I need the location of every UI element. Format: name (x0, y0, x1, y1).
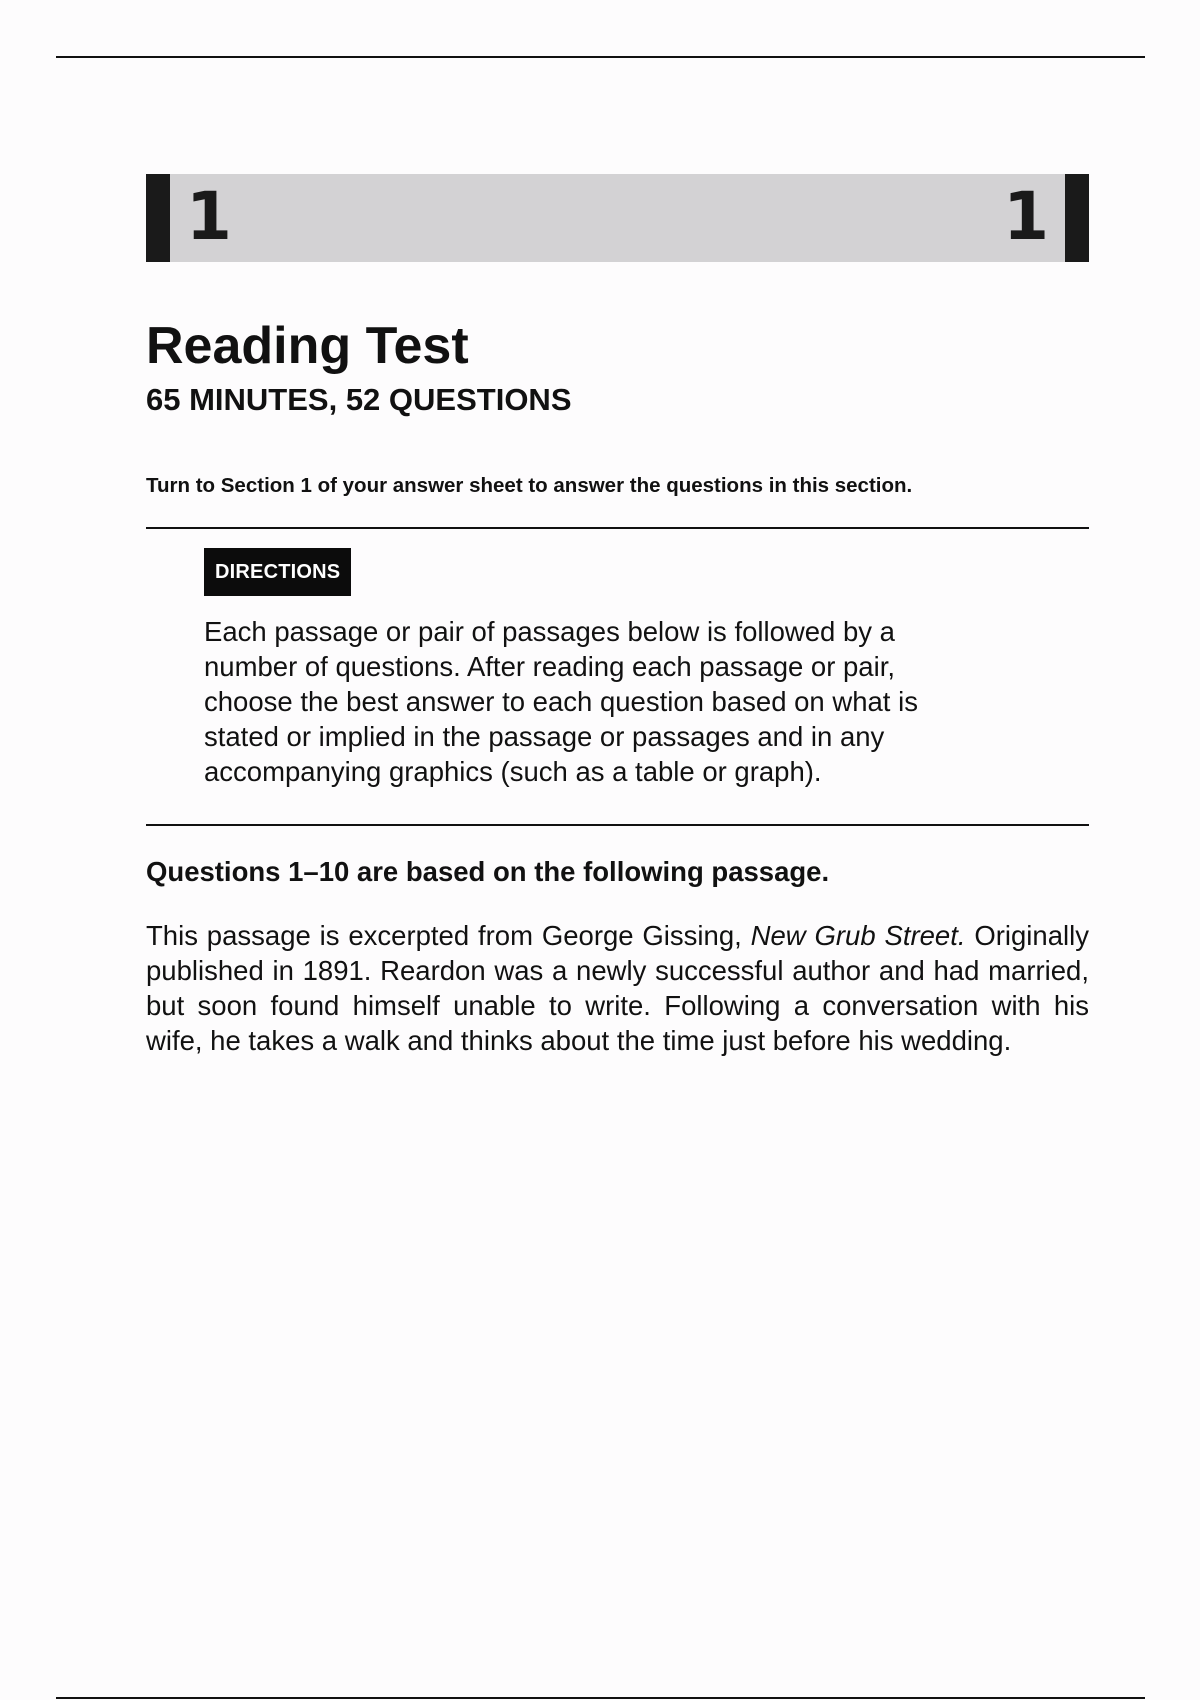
directions-bottom-rule (146, 824, 1089, 826)
passage-intro (146, 918, 1089, 1058)
page-subtitle: 65 MINUTES, 52 QUESTIONS (146, 382, 572, 417)
answer-sheet-instruction: Turn to Section 1 of your answer sheet to answer the questions in this section. (146, 474, 913, 497)
top-page-rule (56, 56, 1145, 58)
section-number-left: 1 (186, 178, 232, 255)
section-banner (146, 174, 1089, 262)
directions-top-rule (146, 527, 1089, 529)
passage-intro-before: This passage is excerpted from George Gissing, (146, 920, 751, 951)
passage-heading: Questions 1–10 are based on the following passage. (146, 856, 830, 887)
page-title: Reading Test (146, 317, 469, 375)
banner-bar-left (146, 174, 170, 262)
banner-bar-right (1065, 174, 1089, 262)
section-number-right: 1 (1003, 178, 1049, 255)
directions-badge: DIRECTIONS (204, 548, 351, 596)
directions-text: Each passage or pair of passages below is followed by a number of questions. After reading each passage or pair, choose the best answer to each question based on what is stated or implied in the passage or passages and in any accompanying graphics (such as a table or graph). (204, 616, 918, 787)
passage-intro-after: Originally published in 1891. Reardon was a newly successful author and had married, but soon found himself unable to write. Following a conversation with his wife, he takes a walk and thinks about the time just before his wedding. (146, 920, 1089, 1056)
bottom-page-rule (56, 1697, 1145, 1699)
passage-source-title: New Grub Street. (750, 920, 966, 951)
